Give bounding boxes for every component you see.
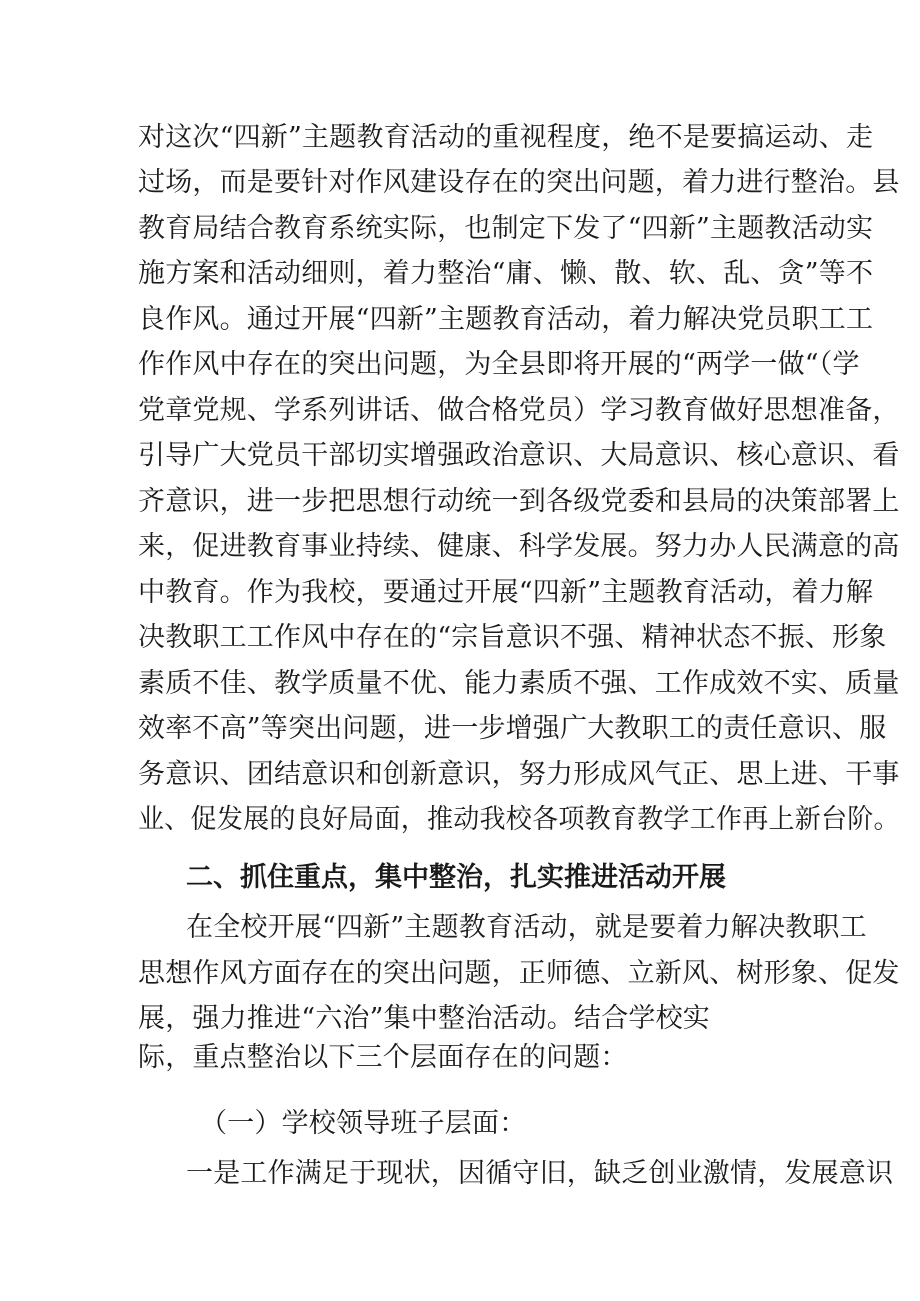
paragraph-line: 良作风。通过开展“四新”主题教育活动，着力解决党员职工工 xyxy=(138,304,874,335)
paragraph-line: 效率不高”等突出问题，进一步增强广大教职工的责任意识、服 xyxy=(138,713,887,744)
paragraph-line: 中教育。作为我校，要通过开展“四新”主题教育活动，着力解 xyxy=(138,577,874,608)
paragraph-line: 在全校开展“四新”主题教育活动，就是要着力解决教职工 xyxy=(186,912,867,943)
section-heading: 二、抓住重点，集中整治，扎实推进活动开展 xyxy=(186,862,726,893)
paragraph-line: 齐意识，进一步把思想行动统一到各级党委和县局的决策部署上 xyxy=(138,486,900,517)
paragraph-line: 际，重点整治以下三个层面存在的问题： xyxy=(138,1042,628,1073)
paragraph-line: 党章党规、学系列讲话、做合格党员）学习教育做好思想准备， xyxy=(138,395,900,426)
paragraph-line: 作作风中存在的突出问题，为全县即将开展的“两学一做“（学 xyxy=(138,349,860,380)
paragraph-line: 过场，而是要针对作风建设存在的突出问题，着力进行整治。县 xyxy=(138,167,900,198)
paragraph-line: 业、促发展的良好局面，推动我校各项教育教学工作再上新台阶。 xyxy=(138,804,900,835)
paragraph-line: 素质不佳、教学质量不优、能力素质不强、工作成效不实、质量 xyxy=(138,668,900,699)
paragraph-line: 思想作风方面存在的突出问题，正师德、立新风、树形象、促发 xyxy=(138,958,900,989)
paragraph-line: 一是工作满足于现状，因循守旧，缺乏创业激情，发展意识 xyxy=(186,1158,894,1189)
paragraph-line: 对这次“四新”主题教育活动的重视程度，绝不是要搞运动、走 xyxy=(138,122,874,153)
paragraph-line: 教育局结合教育系统实际，也制定下发了“四新”主题教活动实 xyxy=(138,213,874,244)
paragraph-line: 施方案和活动细则，着力整治“庸、懒、散、软、乱、贪”等不 xyxy=(138,258,874,289)
paragraph-line: 引导广大党员干部切实增强政治意识、大局意识、核心意识、看 xyxy=(138,440,900,471)
paragraph-line: 决教职工工作风中存在的“宗旨意识不强、精神状态不振、形象 xyxy=(138,622,887,653)
paragraph-line: 务意识、团结意识和创新意识，努力形成风气正、思上进、干事 xyxy=(138,759,900,790)
subsection-heading: （一）学校领导班子层面： xyxy=(200,1108,527,1139)
paragraph-line: 来，促进教育事业持续、健康、科学发展。努力办人民满意的高 xyxy=(138,531,900,562)
paragraph-line: 展，强力推进“六治”集中整治活动。结合学校实 xyxy=(138,1003,711,1034)
